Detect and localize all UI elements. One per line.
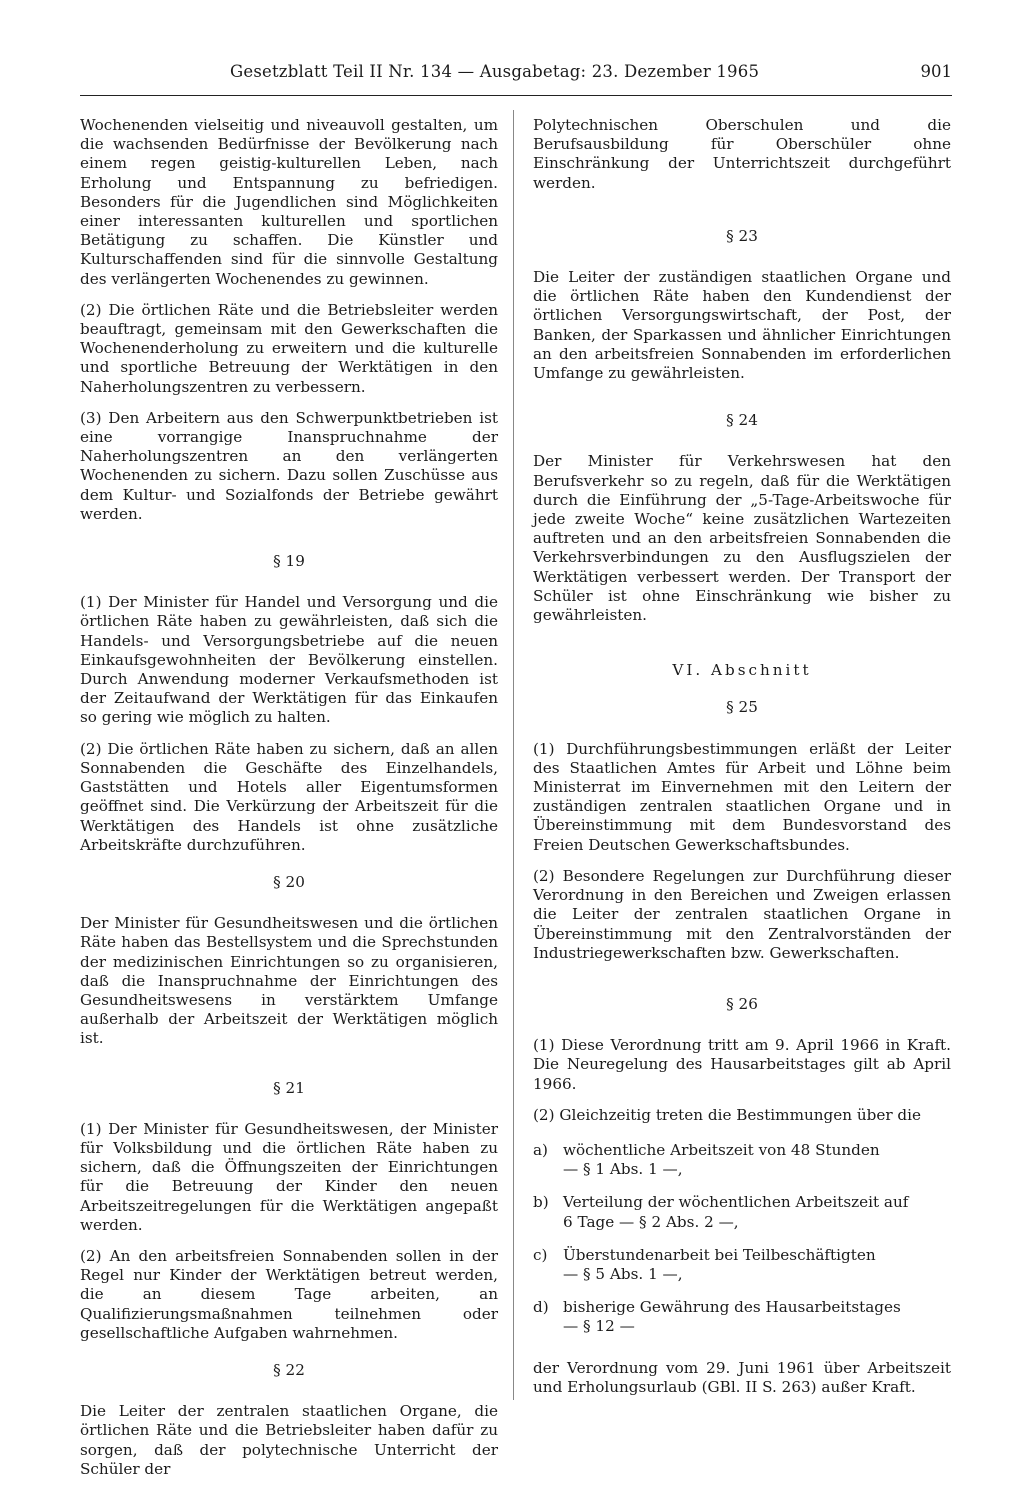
header-title: Gesetzblatt Teil II Nr. 134 — Ausgabetag: 23. Dezember 1965 bbox=[230, 62, 760, 81]
section-heading-22: § 22 bbox=[273, 1360, 305, 1379]
paragraph: Der Minister für Verkehrswesen hat den Berufsverkehr so zu regeln, daß für die Werktätigen durch die Einführung der „5-Tage-Arbeitswoche für jede zweite Woche“ keine zusätzlichen Wartezeiten auftreten und an den arbeitsfreien Sonnabenden die Verkehrsverbindungen zu den Ausflugszielen der Werktätigen verbessert werden. Der Transport der Schüler ist ohne Einschränkung wie bisher zu gewährleisten. bbox=[533, 452, 951, 625]
list-item bbox=[533, 1193, 951, 1231]
paragraph: (3) Den Arbeitern aus den Schwerpunktbetrieben ist eine vorrangige Inanspruchnahme der Naherholungszentren an den verlängerten Wochenenden zu sichern. Dazu sollen Zuschüsse aus dem Kultur- und Sozialfonds der Betriebe gewährt werden. bbox=[80, 408, 498, 523]
list-text: — § 12 — bbox=[563, 1317, 635, 1336]
paragraph: (2) Besondere Regelungen zur Durchführung dieser Verordnung in den Bereichen und Zweigen erlassen die Leiter der zentralen staatlichen Organe in Übereinstimmung mit den Zentralvorständen der Industriegewerkschaften bzw. Gewerkschaften. bbox=[533, 866, 951, 962]
list-text: bisherige Gewährung des Hausarbeitstages bbox=[563, 1298, 901, 1317]
list-label: a) bbox=[533, 1140, 548, 1159]
paragraph: (1) Durchführungsbestimmungen erläßt der Leiter des Staatlichen Amtes für Arbeit und Löhne beim Ministerrat im Einvernehmen mit den Leitern der zuständigen zentralen staatlichen Organe und in Übereinstimmung mit dem Bundesvorstand des Freien Deutschen Gewerkschaftsbundes. bbox=[533, 739, 951, 854]
header-rule bbox=[80, 95, 952, 96]
paragraph: (1) Diese Verordnung tritt am 9. April 1966 in Kraft. Die Neuregelung des Hausarbeitstages gilt ab April 1966. bbox=[533, 1036, 951, 1093]
list-item bbox=[533, 1246, 951, 1284]
paragraph: (2) Die örtlichen Räte und die Betriebsleiter werden beauftragt, gemeinsam mit den Gewerkschaften die Wochenenderholung zu erweitern und die kulturelle und sportliche Betreuung der Werktätigen in den Naherholungszentren zu verbessern. bbox=[80, 300, 498, 396]
section-heading-19: § 19 bbox=[273, 552, 305, 571]
paragraph: (1) Der Minister für Gesundheitswesen, der Minister für Volksbildung und die örtlichen Räte haben zu sichern, daß die Öffnungszeiten der Einrichtungen für die Betreuung der Kinder den neuen Arbeitszeitregelungen für die Werktätigen angepaßt werden. bbox=[80, 1119, 498, 1234]
section-heading-20: § 20 bbox=[273, 872, 305, 891]
paragraph: (2) An den arbeitsfreien Sonnabenden sollen in der Regel nur Kinder der Werktätigen betreut werden, die an diesem Tage arbeiten, an Qualifizierungsmaßnahmen teilnehmen oder gesellschaftliche Aufgaben wahrnehmen. bbox=[80, 1246, 498, 1342]
section-heading-25: § 25 bbox=[726, 698, 758, 717]
column-divider bbox=[513, 110, 514, 1400]
page-number: 901 bbox=[920, 62, 952, 81]
list-text: 6 Tage — § 2 Abs. 2 —, bbox=[563, 1212, 739, 1231]
paragraph: Die Leiter der zuständigen staatlichen Organe und die örtlichen Räte haben den Kundendienst der örtlichen Versorgungswirtschaft, der Post, der Banken, der Sparkassen und ähnlicher Einrichtungen an den arbeitsfreien Sonnabenden im erforderlichen Umfange zu gewährleisten. bbox=[533, 268, 951, 383]
paragraph: Die Leiter der zentralen staatlichen Organe, die örtlichen Räte und die Betriebsleiter haben dafür zu sorgen, daß der polytechnische Unterricht der Schüler der bbox=[80, 1402, 498, 1478]
paragraph: der Verordnung vom 29. Juni 1961 über Arbeitszeit und Erholungsurlaub (GBl. II S. 263) außer Kraft. bbox=[533, 1358, 951, 1396]
section-heading-26: § 26 bbox=[726, 994, 758, 1013]
paragraph: (2) Gleichzeitig treten die Bestimmungen über die bbox=[533, 1105, 922, 1124]
list-item bbox=[533, 1298, 951, 1336]
section-heading-23: § 23 bbox=[726, 226, 758, 245]
list-item bbox=[533, 1141, 951, 1179]
paragraph: Polytechnischen Oberschulen und die Berufsausbildung für Oberschüler ohne Einschränkung der Unterrichtszeit durchgeführt werden. bbox=[533, 116, 951, 192]
section-heading-24: § 24 bbox=[726, 411, 758, 430]
list-text: — § 1 Abs. 1 —, bbox=[563, 1160, 683, 1179]
paragraph: Wochenenden vielseitig und niveauvoll gestalten, um die wachsenden Bedürfnisse der Bevölkerung nach einem regen geistig-kulturellen Leben, nach Erholung und Entspannung zu befriedigen. Besonders für die Jugendlichen sind Möglichkeiten einer interessanten kulturellen und sportlichen Betätigung zu schaffen. Die Künstler und Kulturschaffenden sind für die sinnvolle Gestaltung des verlängerten Wochenendes zu gewinnen. bbox=[80, 116, 498, 288]
list-text: — § 5 Abs. 1 —, bbox=[563, 1264, 683, 1283]
right-column bbox=[533, 116, 951, 1409]
left-column bbox=[80, 116, 498, 1491]
list-text: wöchentliche Arbeitszeit von 48 Stunden bbox=[563, 1140, 880, 1159]
list-label: d) bbox=[533, 1298, 549, 1317]
paragraph: Der Minister für Gesundheitswesen und die örtlichen Räte haben das Bestellsystem und die Sprechstunden der medizinischen Einrichtungen so zu organisieren, daß die Inanspruchnahme der Einrichtungen des Gesundheitswesens in verstärktem Umfange außerhalb der Arbeitszeit der Werktätigen möglich ist. bbox=[80, 914, 498, 1048]
section-heading-21: § 21 bbox=[273, 1078, 305, 1097]
list-text: Überstundenarbeit bei Teilbeschäftigten bbox=[563, 1245, 876, 1264]
paragraph: (1) Der Minister für Handel und Versorgung und die örtlichen Räte haben zu gewährleisten, daß sich die Handels- und Versorgungsbetriebe auf die neuen Einkaufsgewohnheiten der Bevölkerung einstellen. Durch Anwendung moderner Verkaufsmethoden ist der Zeitaufwand der Werktätigen für das Einkaufen so gering wie möglich zu halten. bbox=[80, 593, 498, 727]
list-label: b) bbox=[533, 1193, 549, 1212]
paragraph: (2) Die örtlichen Räte haben zu sichern, daß an allen Sonnabenden die Geschäfte des Einzelhandels, Gaststätten und Hotels aller Eigentumsformen geöffnet sind. Die Verkürzung der Arbeitszeit für die Werktätigen des Handels ist ohne zusätzliche Arbeitskräfte durchzuführen. bbox=[80, 739, 498, 854]
chapter-heading: VI. Abschnitt bbox=[672, 661, 812, 680]
list-text: Verteilung der wöchentlichen Arbeitszeit auf bbox=[563, 1193, 909, 1212]
list-label: c) bbox=[533, 1245, 548, 1264]
